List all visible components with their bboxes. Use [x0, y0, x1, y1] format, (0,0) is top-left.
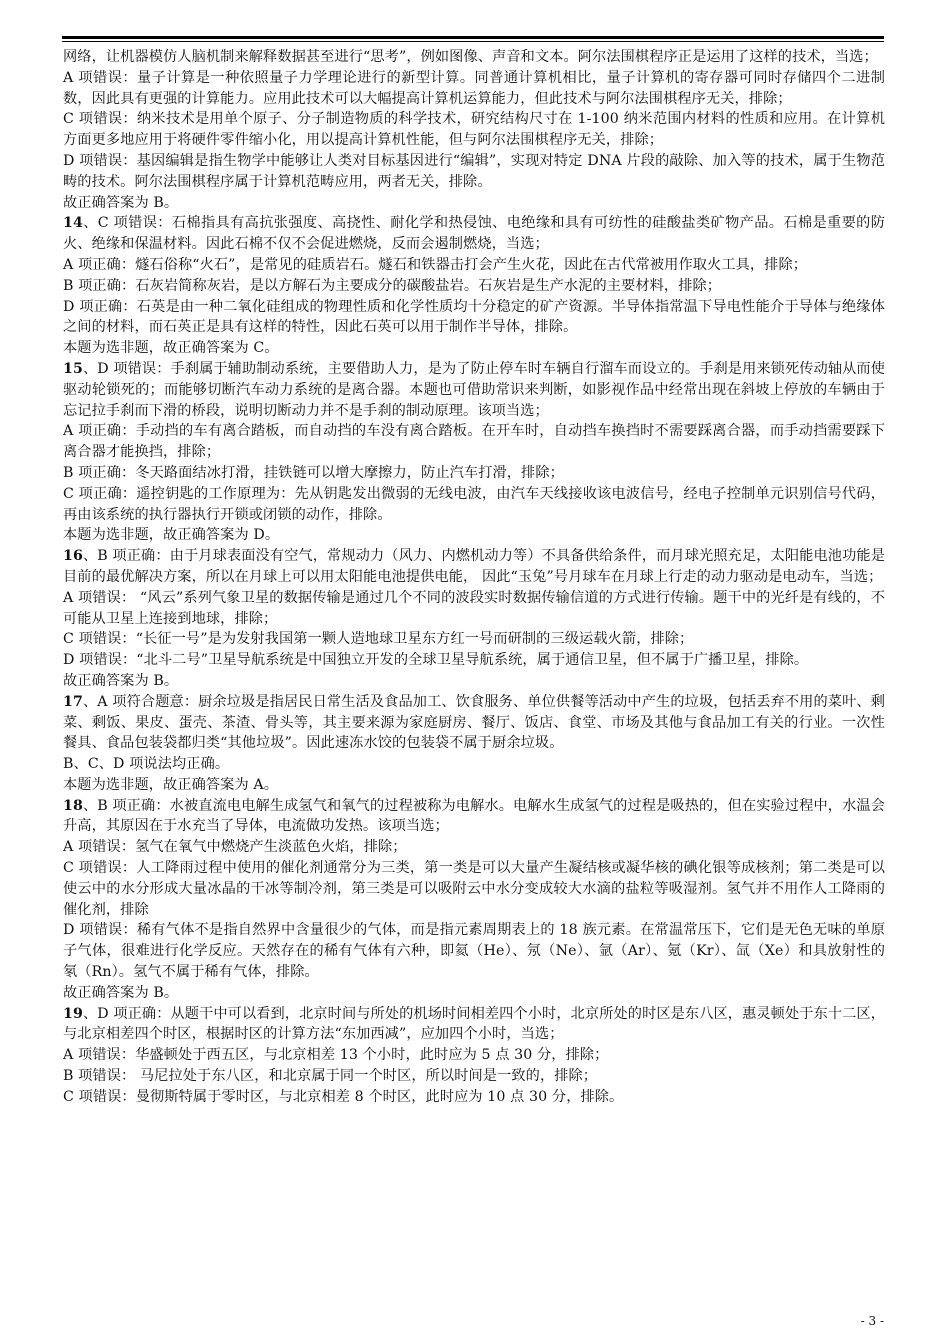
- answer-paragraph: [63, 47, 885, 68]
- answer-paragraph: [63, 525, 885, 546]
- paragraph-text: 故正确答案为 B。: [63, 984, 179, 1001]
- paragraph-text: A 项错误：氢气在氧气中燃烧产生淡蓝色火焰，排除；: [63, 839, 407, 856]
- answer-paragraph: [63, 920, 885, 982]
- paragraph-text: 、B 项正确：由于月球表面没有空气，常规动力（风力、内燃机动力等）不具备供给条件，而月球光照充足，太阳能电池功能是目前的最优解决方案，所以在月球上可以用太阳能电池提供电能， 因此“玉兔”号月球车在月球上行走的动力驱动是电动车，当选；: [63, 548, 885, 585]
- answer-paragraph: [63, 276, 885, 297]
- question-paragraph: [63, 546, 885, 588]
- question-paragraph: [63, 692, 885, 754]
- answer-paragraph: [63, 421, 885, 463]
- answer-paragraph: [63, 255, 885, 276]
- paragraph-text: A 项正确：燧石俗称“火石”，是常见的硅质岩石。燧石和铁器击打会产生火花，因此在古代常被用作取火工具，排除；: [63, 256, 808, 273]
- paragraph-text: B 项正确：冬天路面结冰打滑，挂铁链可以增大摩擦力，防止汽车打滑，排除；: [63, 464, 564, 481]
- paragraph-text: A 项错误：华盛顿处于西五区，与北京相差 13 个小时，此时应为 5 点 30 分，排除；: [63, 1047, 609, 1064]
- paragraph-text: C 项错误：“长征一号”是为发射我国第一颗人造地球卫星东方红一号而研制的三级运载火箭，排除；: [63, 631, 694, 648]
- paragraph-text: A 项错误： “风云”系列气象卫星的数据传输是通过几个不同的波段实时数据传输信道的方式进行传输。题干中的光纤是有线的，不可能从卫星上连接到地球，排除；: [63, 589, 885, 627]
- paragraph-text: D 项正确：石英是由一种二氧化硅组成的物理性质和化学性质均十分稳定的矿产资源。半导体指常温下导电性能介于导体与绝缘体之间的材料，而石英正是具有这样的特性，因此石英可以用于制作半导体，排除。: [63, 298, 885, 336]
- answer-paragraph: [63, 193, 885, 214]
- answer-paragraph: [63, 775, 885, 796]
- answer-paragraph: [63, 754, 885, 775]
- answer-paragraph: [63, 463, 885, 484]
- paragraph-text: A 项正确：手动挡的车有离合踏板，而自动挡的车没有离合踏板。在开车时，自动挡车换挡时不需要踩离合器，而手动挡需要踩下离合器才能换挡，排除；: [63, 423, 885, 461]
- answer-paragraph: [63, 629, 885, 650]
- paragraph-text: 本题为选非题，故正确答案为 C。: [63, 340, 279, 357]
- paragraph-text: C 项错误：曼彻斯特属于零时区，与北京相差 8 个时区，此时应为 10 点 30 分，排除。: [63, 1088, 624, 1105]
- paragraph-text: C 项错误：纳米技术是用单个原子、分子制造物质的科学技术，研究结构尺寸在 1-100 纳米范围内材料的性质和应用。在计算机方面更多地应用于将硬件零件缩小化，用以提高计算机性能，但与阿尔法围棋程序无关，排除；: [63, 111, 885, 149]
- answer-paragraph: [63, 109, 885, 151]
- answer-paragraph: [63, 837, 885, 858]
- paragraph-text: 、C 项错误：石棉指具有高抗张强度、高挠性、耐化学和热侵蚀、电绝缘和具有可纺性的硅酸盐类矿物产品。石棉是重要的防火、绝缘和保温材料。因此石棉不仅不会促进燃烧，反而会遏制燃烧，当选；: [63, 215, 885, 253]
- header-rule: [62, 36, 884, 39]
- question-paragraph: [63, 359, 885, 421]
- answer-paragraph: [63, 338, 885, 359]
- answer-paragraph: [63, 1045, 885, 1066]
- question-number: 15: [63, 360, 83, 377]
- answer-paragraph: [63, 983, 885, 1004]
- paragraph-text: 故正确答案为 B。: [63, 194, 179, 211]
- paragraph-text: C 项正确：遥控钥匙的工作原理为：先从钥匙发出微弱的无线电波，由汽车天线接收该电波信号，经电子控制单元识别信号代码，再由该系统的执行器执行开锁或闭锁的动作，排除。: [63, 485, 885, 523]
- answer-paragraph: [63, 1066, 885, 1087]
- question-number: 19: [63, 1005, 83, 1022]
- paragraph-text: 故正确答案为 B。: [63, 672, 179, 689]
- answer-paragraph: [63, 588, 885, 630]
- answer-paragraph: [63, 1087, 885, 1108]
- answer-paragraph: [63, 151, 885, 193]
- paragraph-text: 、D 项错误：手刹属于辅助制动系统，主要借助人力，是为了防止停车时车辆自行溜车而设立的。手刹是用来锁死传动轴从而使驱动轮锁死的；而能够切断汽车动力系统的是离合器。本题也可借助常识来判断，如影视作品中经常出现在斜坡上停放的车辆由于忘记拉手刹而下滑的桥段，说明切断动力并不是手刹的制动原理。该项当选；: [63, 360, 885, 419]
- answer-paragraph: [63, 650, 885, 671]
- paragraph-text: B 项错误： 马尼拉处于东八区，和北京属于同一个时区，所以时间是一致的，排除；: [63, 1068, 598, 1085]
- answer-paragraph: [63, 484, 885, 526]
- question-number: 17: [63, 693, 83, 710]
- paragraph-text: 、A 项符合题意：厨余垃圾是指居民日常生活及食品加工、饮食服务、单位供餐等活动中产生的垃圾，包括丢弃不用的菜叶、剩菜、剩饭、果皮、蛋壳、茶渣、骨头等，其主要来源为家庭厨房、餐厅、饭店、食堂、市场及其他与食品加工有关的行业。一次性餐具、食品包装袋都归类“其他垃圾”。因此速冻水饺的包装袋不属于厨余垃圾。: [63, 693, 885, 752]
- question-paragraph: [63, 796, 885, 838]
- paragraph-text: D 项错误：基因编辑是指生物学中能够让人类对目标基因进行“编辑”，实现对特定 DNA 片段的敲除、加入等的技术，属于生物范畴的技术。阿尔法围棋程序属于计算机范畴应用，两者无关，排除。: [63, 152, 885, 190]
- paragraph-text: B、C、D 项说法均正确。: [63, 756, 230, 773]
- question-number: 16: [63, 548, 83, 565]
- question-number: 18: [63, 797, 83, 814]
- paragraph-text: D 项错误：“北斗二号”卫星导航系统是中国独立开发的全球卫星导航系统，属于通信卫星，但不属于广播卫星，排除。: [63, 652, 809, 669]
- answer-paragraph: [63, 671, 885, 692]
- question-paragraph: [63, 1004, 885, 1046]
- page-number: - 3 -: [860, 1314, 884, 1328]
- question-number: 14: [63, 215, 83, 232]
- answer-paragraph: [63, 297, 885, 339]
- paragraph-text: D 项错误：稀有气体不是指自然界中含量很少的气体，而是指元素周期表上的 18 族元素。在常温常压下，它们是无色无味的单原子气体，很难进行化学反应。天然存在的稀有气体有六种，即氦（He）、氖（Ne）、氩（Ar）、氪（Kr）、氙（Xe）和具放射性的氡（Rn）。氢气不属于稀有气体，排除。: [63, 922, 885, 981]
- answer-paragraph: [63, 68, 885, 110]
- paragraph-text: 、B 项正确：水被直流电电解生成氢气和氧气的过程被称为电解水。电解水生成氢气的过程是吸热的，但在实验过程中，水温会升高，其原因在于水充当了导体，电流做功发热。该项当选；: [63, 797, 885, 835]
- document-body: [63, 47, 885, 1108]
- paragraph-text: 、D 项正确：从题干中可以看到，北京时间与所处的机场时间相差四个小时，北京所处的时区是东八区，惠灵顿处于东十二区，与北京相差四个时区，根据时区的计算方法“东加西减”，应加四个小时，当选；: [63, 1005, 885, 1043]
- paragraph-text: 网络，让机器模仿人脑机制来解释数据甚至进行“思考”，例如图像、声音和文本。阿尔法围棋程序正是运用了这样的技术，当选；: [63, 49, 878, 65]
- paragraph-text: 本题为选非题，故正确答案为 D。: [63, 527, 280, 544]
- paragraph-text: 本题为选非题，故正确答案为 A。: [63, 776, 278, 793]
- paragraph-text: A 项错误：量子计算是一种依照量子力学理论进行的新型计算。同普通计算机相比，量子计算机的寄存器可同时存储四个二进制数，因此具有更强的计算能力。应用此技术可以大幅提高计算机运算能力，但此技术与阿尔法围棋程序无关，排除；: [63, 69, 885, 107]
- question-paragraph: [63, 213, 885, 255]
- header-rule-thin: [62, 41, 884, 42]
- answer-paragraph: [63, 858, 885, 920]
- paragraph-text: C 项错误：人工降雨过程中使用的催化剂通常分为三类，第一类是可以大量产生凝结核或凝华核的碘化银等成核剂；第二类是可以使云中的水分形成大量冰晶的干冰等制冷剂，第三类是可以吸附云中水分变成较大水滴的盐粒等吸湿剂。氢气并不用作人工降雨的催化剂，排除: [63, 860, 885, 918]
- paragraph-text: B 项正确：石灰岩简称灰岩，是以方解石为主要成分的碳酸盐岩。石灰岩是生产水泥的主要材料，排除；: [63, 277, 722, 294]
